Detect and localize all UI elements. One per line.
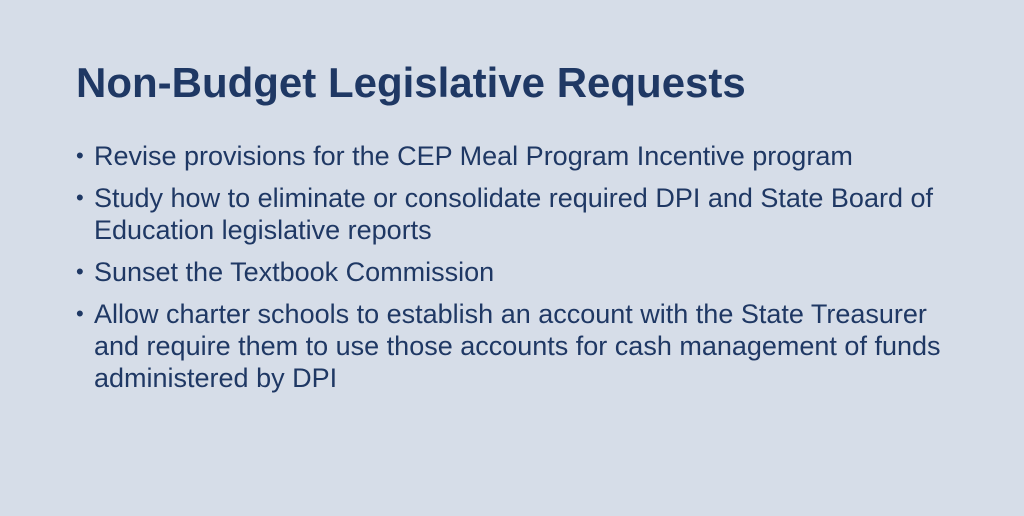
- bullet-item: [76, 298, 976, 394]
- bullet-text: Allow charter schools to establish an account with the State Treasurer and require them to use those accounts for cash management of funds administered by DPI: [94, 299, 941, 393]
- bullet-item: [76, 182, 976, 246]
- bullet-dot-icon: •: [76, 185, 84, 210]
- bullet-dot-icon: •: [76, 259, 84, 284]
- bullet-dot-icon: •: [76, 301, 84, 326]
- bullet-dot-icon: •: [76, 143, 84, 168]
- bullet-text: Revise provisions for the CEP Meal Program Incentive program: [94, 141, 853, 171]
- bullet-item: [76, 256, 976, 288]
- bullet-item: [76, 140, 976, 172]
- bullet-list: [76, 140, 976, 404]
- bullet-text: Sunset the Textbook Commission: [94, 257, 495, 287]
- slide-title: Non-Budget Legislative Requests: [76, 59, 746, 106]
- bullet-text: Study how to eliminate or consolidate required DPI and State Board of Education legislative reports: [94, 183, 933, 245]
